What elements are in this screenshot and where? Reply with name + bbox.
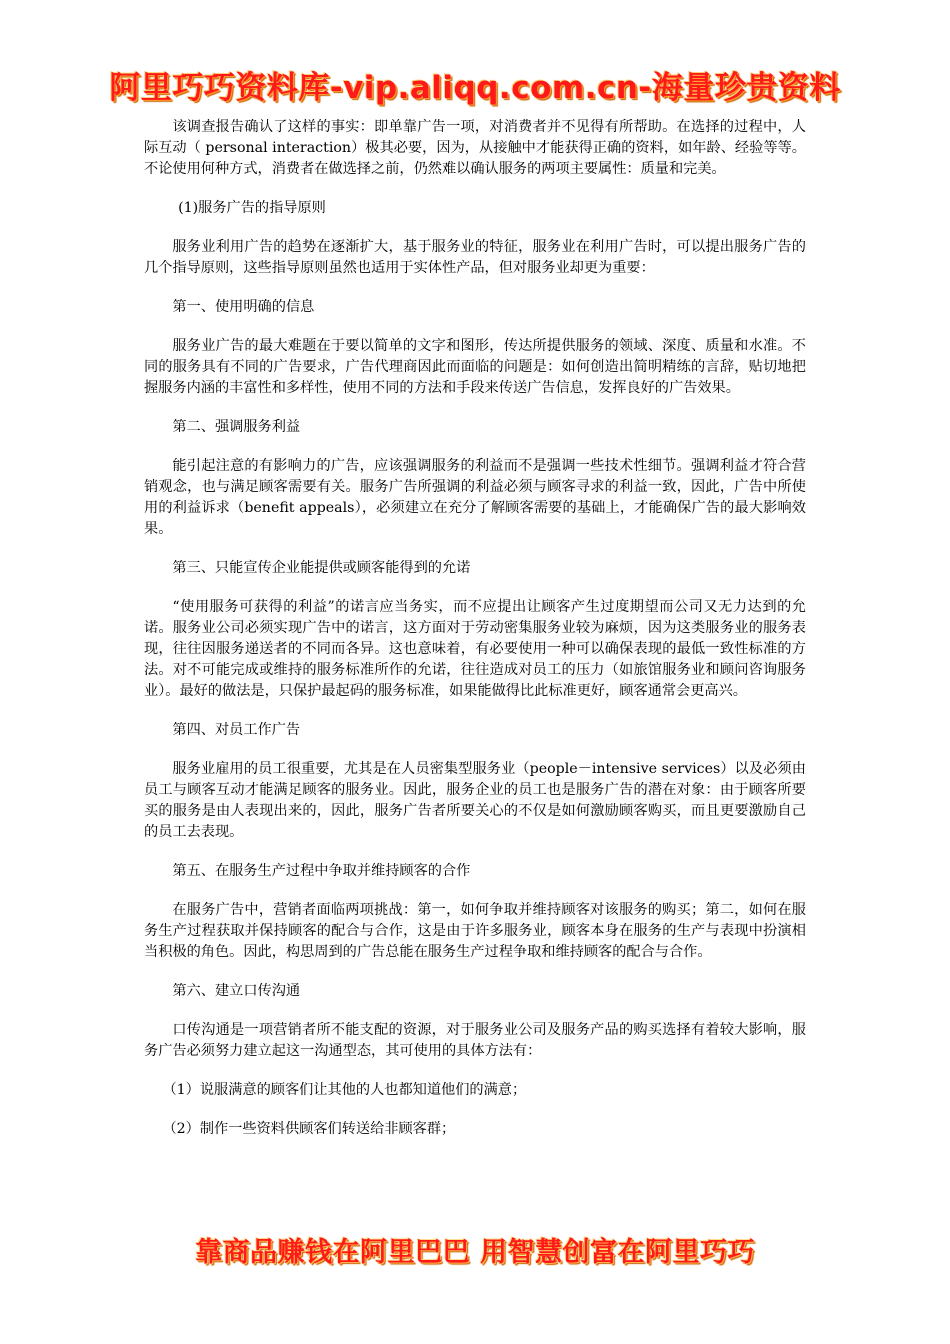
header-banner: 阿里巧巧资料库-vip.aliqq.com.cn-海量珍贵资料: [109, 70, 841, 106]
heading-principle-6: 第六、建立口传沟通: [172, 983, 301, 999]
heading-principle-1: 第一、使用明确的信息: [172, 299, 315, 315]
paragraph-principle-2: 能引起注意的有影响力的广告，应该强调服务的利益而不是强调一些技术性细节。强调利益才符合营销观念，也与满足顾客需要有关。服务广告所强调的利益必须与顾客寻求的利益一致，因此，广告中所使用的利益诉求（benefit appeals），必须建立在充分了解顾客需要的基础上，才能确保广告的最大影响效果。: [144, 458, 806, 537]
document-body: [144, 117, 806, 1158]
list-item: （1）说服满意的顾客们让其他的人也都知道他们的满意；: [162, 1082, 527, 1098]
paragraph-principle-3: “使用服务可获得的利益”的诺言应当务实，而不应提出让顾客产生过度期望而公司又无力达到的允诺。服务业公司必须实现广告中的诺言，这方面对于劳动密集服务业较为麻烦，因为这类服务业的服务表现，往往因服务递送者的不同而各异。这也意味着，有必要使用一种可以确保表现的最低一致性标准的方法。对不可能完成或维持的服务标准所作的允诺，往往造成对员工的压力（如旅馆服务业和顾问咨询服务业）。最好的做法是，只保护最起码的服务标准，如果能做得比此标准更好，顾客通常会更高兴。: [144, 599, 806, 699]
list-item: （2）制作一些资料供顾客们转送给非顾客群；: [162, 1121, 456, 1137]
heading-principle-5: 第五、在服务生产过程中争取并维持顾客的合作: [172, 863, 471, 879]
paragraph-principle-4: 服务业雇用的员工很重要，尤其是在人员密集型服务业（people－intensive services）以及必须由员工与顾客互动才能满足顾客的服务业。因此，服务企业的员工也是服务广告的潜在对象：由于顾客所要买的服务是由人表现出来的，因此，服务广告者所要关心的不仅是如何激励顾客购买，而且更要激励自己的员工去表现。: [144, 761, 806, 840]
paragraph-survey: 该调查报告确认了这样的事实：即单靠广告一项，对消费者并不见得有所帮助。在选择的过程中，人际互动（ personal interaction）极其必要，因为，从接触中才能获得正确的资料，如年龄、经验等等。不论使用何种方式，消费者在做选择之前，仍然难以确认服务的两项主要属性：质量和完美。: [144, 119, 806, 177]
paragraph-principle-5: 在服务广告中，营销者面临两项挑战：第一，如何争取并维持顾客对该服务的购买；第二，如何在服务生产过程获取并保持顾客的配合与合作，这是由于许多服务业，顾客本身在服务的生产与表现中扮演相当积极的角色。因此，构思周到的广告总能在服务生产过程争取和维持顾客的配合与合作。: [144, 902, 806, 960]
paragraph-intro: 服务业利用广告的趋势在逐渐扩大，基于服务业的特征，服务业在利用广告时，可以提出服务广告的几个指导原则，这些指导原则虽然也适用于实体性产品，但对服务业却更为重要：: [144, 239, 806, 276]
paragraph-principle-6: 口传沟通是一项营销者所不能支配的资源，对于服务业公司及服务产品的购买选择有着较大影响，服务广告必须努力建立起这一沟通型态，其可使用的具体方法有：: [144, 1022, 806, 1059]
paragraph-principle-1: 服务业广告的最大难题在于要以简单的文字和图形，传达所提供服务的领域、深度、质量和水准。不同的服务具有不同的广告要求，广告代理商因此而面临的问题是：如何创造出简明精练的言辞，贴切地把握服务内涵的丰富性和多样性，使用不同的方法和手段来传送广告信息，发挥良好的广告效果。: [144, 338, 806, 396]
heading-principle-2: 第二、强调服务利益: [172, 419, 301, 435]
heading-principle-3: 第三、只能宣传企业能提供或顾客能得到的允诺: [172, 560, 471, 576]
section-heading-guidelines: (1)服务广告的指导原则: [178, 200, 326, 216]
heading-principle-4: 第四、对员工作广告: [172, 722, 301, 738]
footer-banner: 靠商品赚钱在阿里巴巴 用智慧创富在阿里巧巧: [195, 1237, 755, 1268]
